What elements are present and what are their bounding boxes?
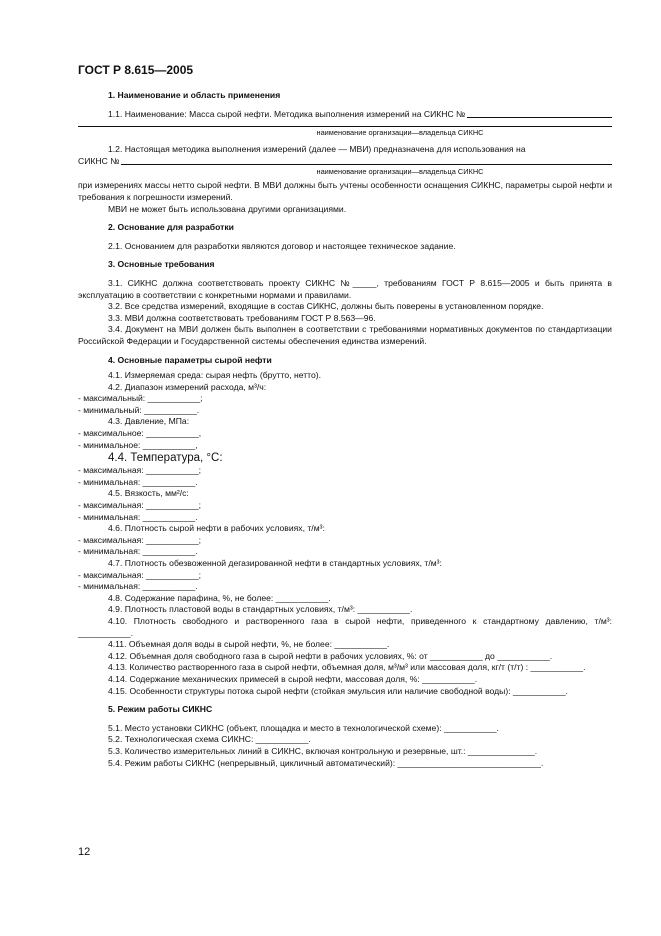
clause-4-4-min: - минимальная: ___________. — [78, 476, 198, 487]
clause-2-1: 2.1. Основанием для разработки являются договор и настоящее техническое задание. — [108, 240, 456, 251]
clause-4-4: 4.4. Температура, °С: — [108, 452, 223, 465]
clause-4-7-min: - минимальная: ___________. — [78, 581, 198, 592]
section-4-heading: 4. Основные параметры сырой нефти — [108, 354, 272, 365]
clause-4-9: 4.9. Плотность пластовой воды в стандартных условиях, т/м³: ___________. — [108, 604, 413, 615]
fill-line — [121, 163, 612, 165]
clause-1-1-text: 1.1. Наименование: Масса сырой нефти. Методика выполнения измерений на СИКНС № — [108, 108, 466, 119]
clause-5-3: 5.3. Количество измерительных линий в СИКНС, включая контрольную и резервные, шт.: ______________. — [108, 745, 538, 756]
clause-4-5: 4.5. Вязкость, мм²/с: — [108, 488, 189, 499]
clause-5-2: 5.2. Технологическая схема СИКНС: ___________. — [108, 734, 311, 745]
clause-1-2-sikns-text: СИКНС № — [78, 155, 120, 166]
clause-4-2: 4.2. Диапазон измерений расхода, м³/ч: — [108, 381, 267, 392]
clause-1-2-sikns — [78, 156, 612, 168]
clause-1-2-cont: при измерениях массы нетто сырой нефти. В МВИ должны быть учтены особенности оснащения СИКНС, параметры сырой нефти и требования к погрешности измерений. — [78, 180, 612, 202]
clause-4-2-max: - максимальный: ___________; — [78, 393, 203, 404]
clause-4-3: 4.3. Давление, МПа: — [108, 416, 190, 427]
clause-4-2-min: - минимальный: ___________. — [78, 404, 200, 415]
document-header: ГОСТ Р 8.615—2005 — [78, 63, 194, 77]
caption-owner-2: наименование организации—владельца СИКНС — [316, 167, 484, 177]
document-body — [78, 90, 612, 769]
clause-4-1: 4.1. Измеряемая среда: сырая нефть (брутто, нетто). — [108, 370, 322, 381]
fill-line — [467, 116, 612, 118]
clause-4-6-min: - минимальная: ___________. — [78, 546, 198, 557]
clause-4-5-max: - максимальная: ___________; — [78, 500, 201, 511]
section-1-heading: 1. Наименование и область применения — [108, 90, 281, 100]
clause-1-2: 1.2. Настоящая методика выполнения измерений (далее — МВИ) предназначена для использования на — [108, 144, 526, 155]
clause-4-5-min: - минимальная: ___________. — [78, 511, 198, 522]
clause-4-4-max: - максимальная: ___________; — [78, 465, 201, 476]
clause-4-3-max: - максимальное: ___________, — [78, 428, 202, 439]
section-2-heading: 2. Основание для разработки — [108, 222, 234, 233]
clause-3-3: 3.3. МВИ должна соответствовать требованиям ГОСТ Р 8.563—96. — [108, 312, 376, 323]
clause-4-6: 4.6. Плотность сырой нефти в рабочих условиях, т/м³: — [108, 523, 325, 534]
clause-3-1: 3.1. СИКНС должна соответствовать проекту СИКНС №_____, требованиям ГОСТ Р 8.615—2005 и быть принята в эксплуатацию в соответствии с конкретными нормами и правилами. — [78, 277, 612, 300]
clause-4-6-max: - максимальная: ___________; — [78, 534, 201, 545]
clause-4-12: 4.12. Объемная доля свободного газа в сырой нефти в рабочих условиях, %: от ___________ до ___________. — [108, 650, 553, 661]
clause-4-7: 4.7. Плотность обезвоженной дегазированной нефти в стандартных условиях, т/м³: — [108, 558, 442, 568]
section-5-heading: 5. Режим работы СИКНС — [108, 704, 213, 715]
clause-4-7-max: - максимальная: ___________; — [78, 569, 201, 580]
clause-3-4: 3.4. Документ на МВИ должен быть выполнен в соответствии с требованиями нормативных документов по стандартизации Российской Федерации и Государственной системы обеспечения единства измерений. — [78, 324, 612, 346]
clause-4-10: 4.10. Плотность свободного и растворенного газа в сырой нефти, приведенного к стандартному давлению, т/м³: ___________. — [78, 615, 612, 638]
clause-5-1: 5.1. Место установки СИКНС (объект, площадка и место в технологической схеме): ___________. — [108, 722, 499, 733]
clause-1-2-note: МВИ не может быть использована другими организациями. — [108, 203, 347, 214]
fill-line — [78, 125, 612, 127]
section-3-heading: 3. Основные требования — [108, 259, 215, 270]
clause-3-2: 3.2. Все средства измерений, входящие в состав СИКНС, должны быть поверены в установленном порядке. — [108, 301, 544, 312]
clause-4-14: 4.14. Содержание механических примесей в сырой нефти, массовая доля, %: ___________. — [108, 673, 478, 684]
page-number: 12 — [78, 846, 91, 858]
clause-5-4: 5.4. Режим работы СИКНС (непрерывный, цикличный автоматический): ______________________________. — [108, 757, 544, 768]
clause-4-11: 4.11. Объемная доля воды в сырой нефти, %, не более: ___________. — [108, 639, 390, 650]
clause-4-13: 4.13. Количество растворенного газа в сырой нефти, объемная доля, м³/м³ или массовая доля, кг/т (т/т) : ___________. — [108, 662, 586, 673]
clause-4-15: 4.15. Особенности структуры потока сырой нефти (стойкая эмульсия или наличие свободной воды): ___________. — [108, 685, 568, 696]
clause-4-3-min: - минимальное: ___________, — [78, 439, 198, 450]
clause-1-1 — [108, 109, 612, 121]
caption-owner-1: наименование организации—владельца СИКНС — [316, 128, 484, 138]
clause-4-8: 4.8. Содержание парафина, %, не более: ___________. — [108, 592, 331, 603]
